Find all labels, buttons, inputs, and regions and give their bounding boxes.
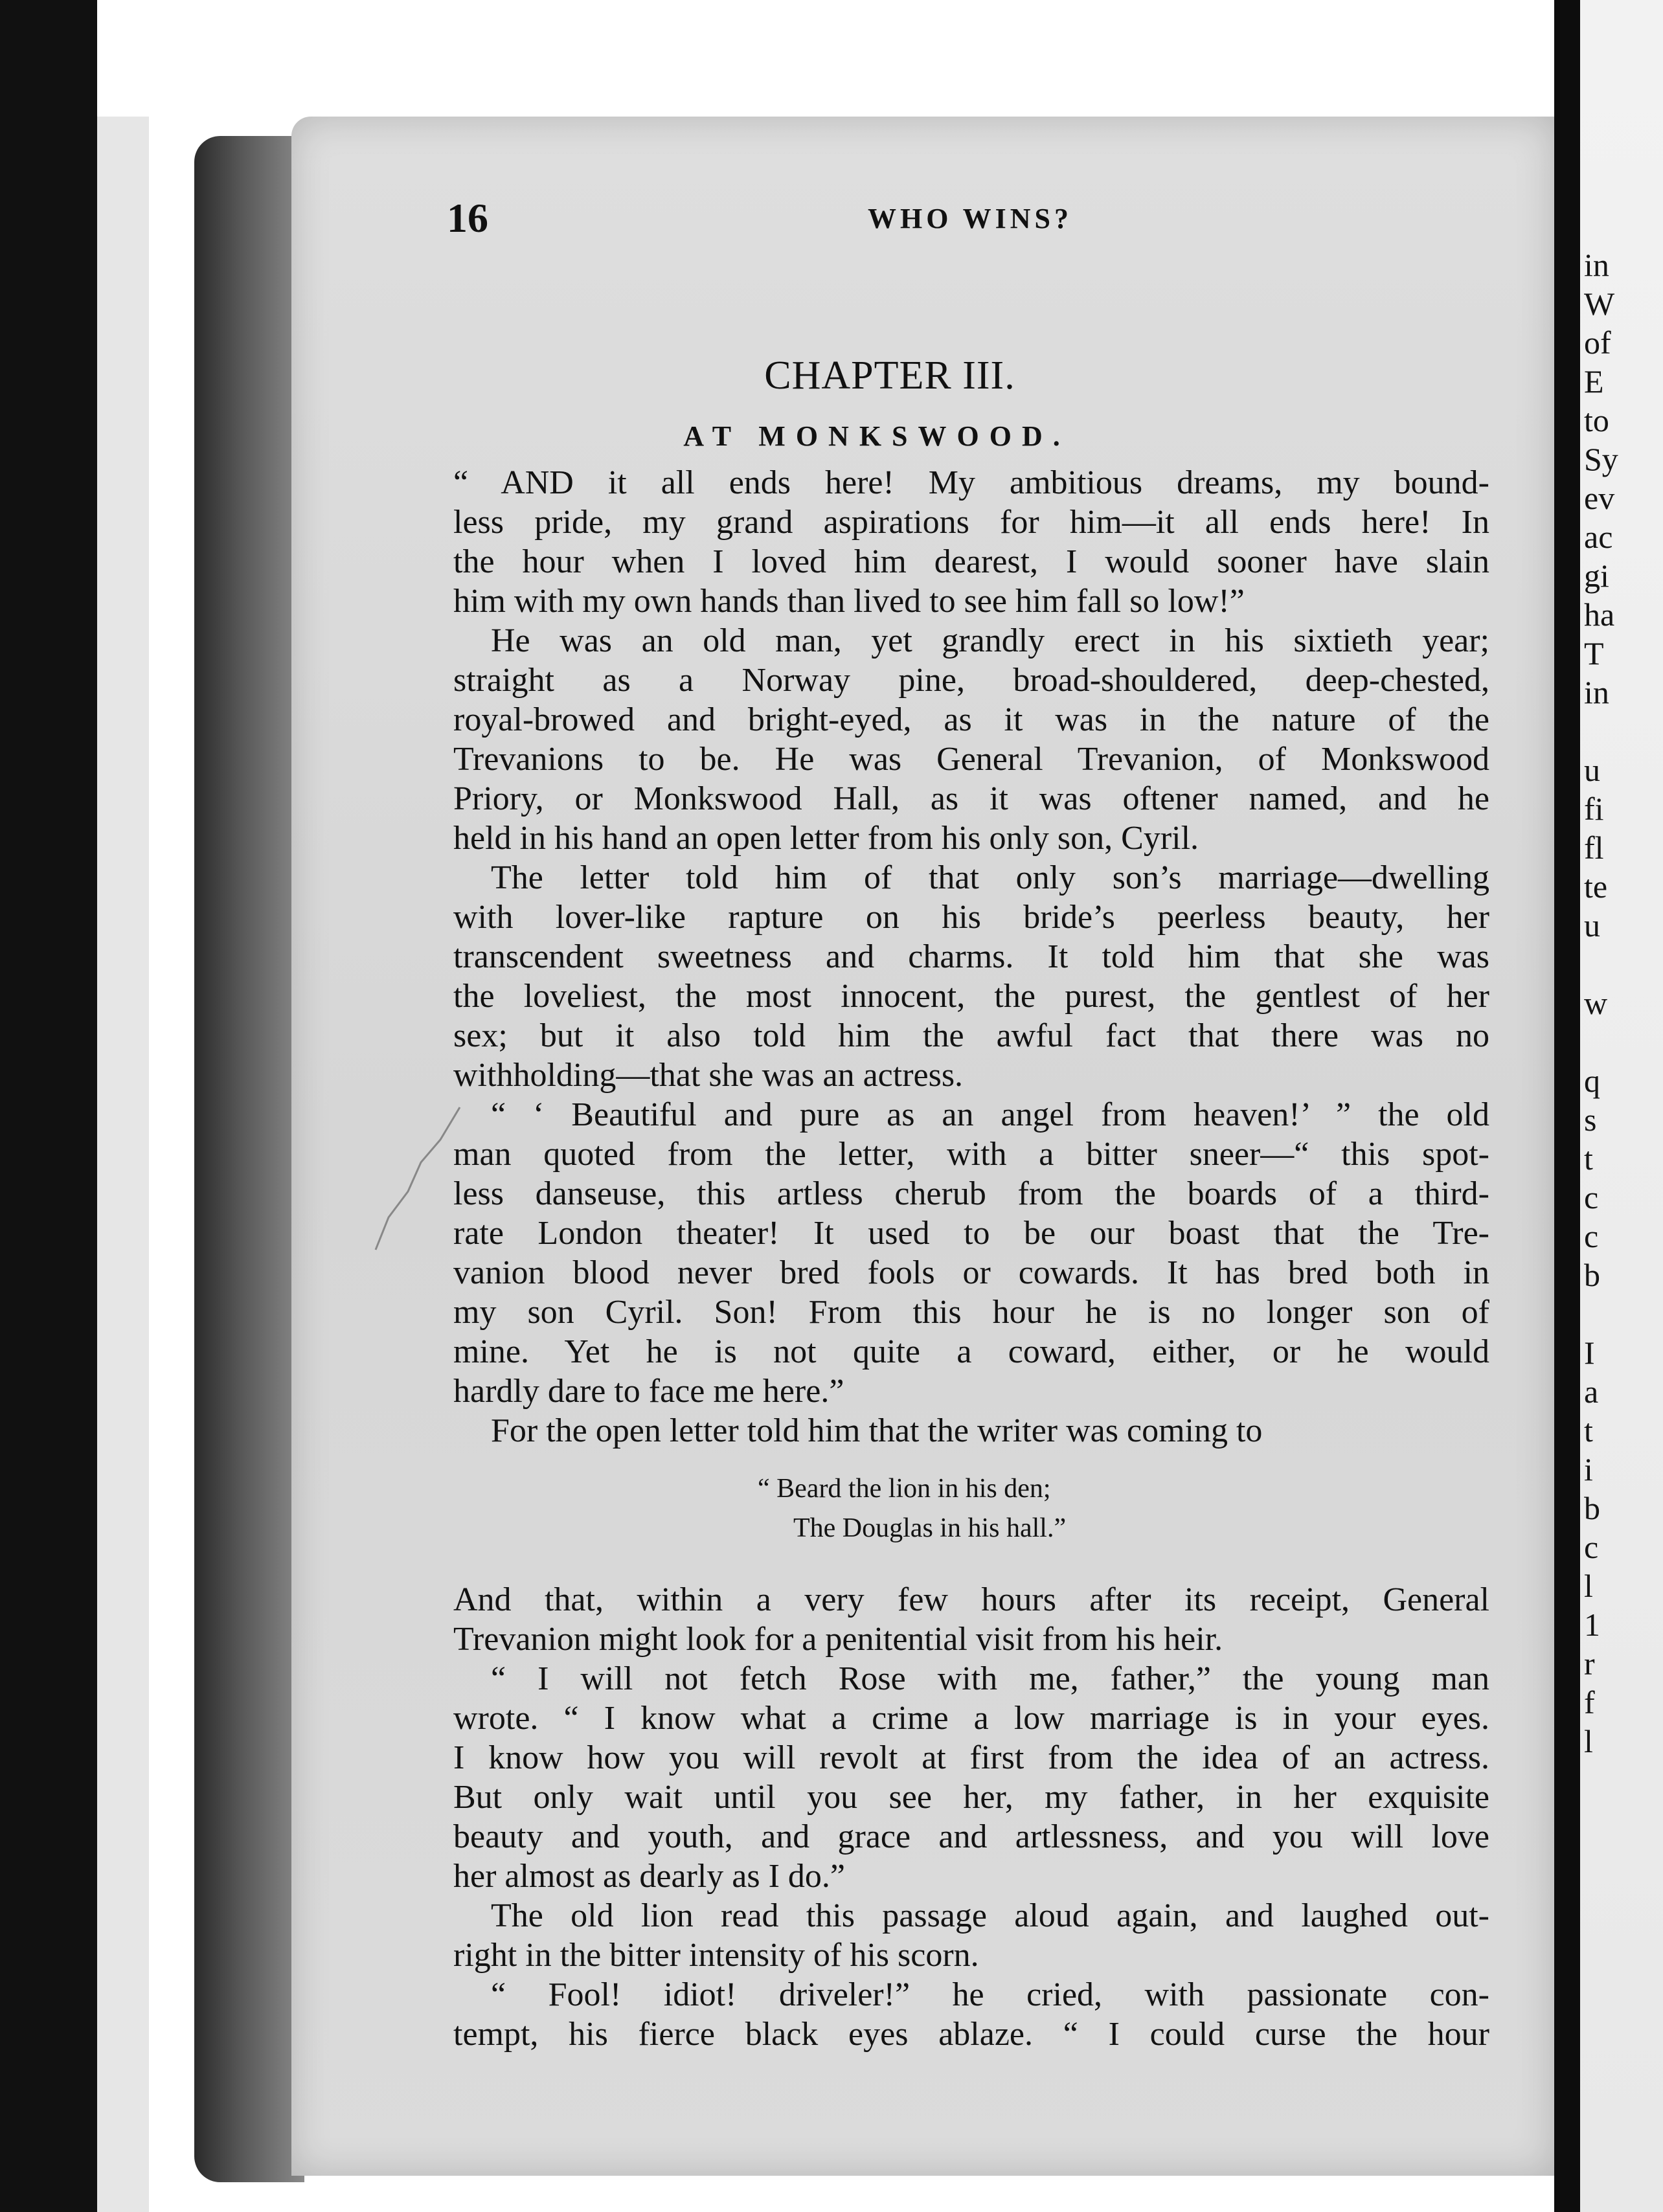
- adjacent-fragment: E: [1584, 363, 1604, 400]
- chapter-title: CHAPTER III.: [764, 354, 1015, 398]
- adjacent-fragment: l: [1584, 1568, 1593, 1604]
- page-number: 16: [447, 195, 488, 241]
- paper-crack: [363, 1101, 466, 1269]
- adjacent-fragment: l: [1584, 1723, 1593, 1759]
- text-line: hardly dare to face me here.”: [453, 1373, 844, 1410]
- chapter-subtitle: AT MONKSWOOD.: [683, 420, 1070, 452]
- adjacent-fragment: I: [1584, 1335, 1595, 1371]
- left-scan-border: [0, 0, 97, 2212]
- adjacent-fragment: Sy: [1584, 441, 1618, 477]
- adjacent-fragment: in: [1584, 247, 1609, 283]
- adjacent-fragment: u: [1584, 752, 1600, 788]
- text-line: And that, within a very few hours after its receipt, General: [453, 1581, 1489, 1618]
- adjacent-page-fragments: [1584, 246, 1618, 1761]
- adjacent-fragment: s: [1584, 1101, 1597, 1138]
- adjacent-fragment: c: [1584, 1179, 1599, 1215]
- adjacent-fragment: t: [1584, 1140, 1593, 1177]
- text-line: For the open letter told him that the writer was coming to: [491, 1412, 1263, 1449]
- adjacent-fragment: [1584, 712, 1618, 751]
- adjacent-fragment: fl: [1584, 830, 1604, 866]
- adjacent-fragment: te: [1584, 868, 1608, 905]
- text-line: The letter told him of that only son’s marriage—dwelling: [491, 859, 1489, 896]
- adjacent-fragment: [1584, 945, 1618, 984]
- text-line: man quoted from the letter, with a bitter sneer—“ this spot-: [453, 1136, 1489, 1173]
- adjacent-fragment: W: [1584, 286, 1615, 322]
- verse-line: “ Beard the lion in his den;: [758, 1474, 1051, 1504]
- adjacent-fragment: i: [1584, 1451, 1593, 1487]
- text-line: transcendent sweetness and charms. It told him that she was: [453, 938, 1489, 975]
- text-line: I know how you will revolt at first from the idea of an actress.: [453, 1739, 1489, 1776]
- text-line: “ AND it all ends here! My ambitious dreams, my bound-: [453, 464, 1489, 501]
- text-line: tempt, his fierce black eyes ablaze. “ I could curse the hour: [453, 2016, 1489, 2053]
- running-head: WHO WINS?: [868, 203, 1073, 234]
- body-text: [453, 463, 1489, 2054]
- adjacent-fragment: u: [1584, 907, 1600, 943]
- text-line: “ I will not fetch Rose with me, father,” the young man: [491, 1660, 1489, 1697]
- adjacent-fragment: ha: [1584, 596, 1615, 633]
- adjacent-fragment: a: [1584, 1373, 1599, 1410]
- text-line: rate London theater! It used to be our boast that the Tre-: [453, 1215, 1489, 1252]
- text-line: He was an old man, yet grandly erect in his sixtieth year;: [491, 622, 1489, 659]
- adjacent-fragment: to: [1584, 402, 1609, 438]
- text-line: Priory, or Monkswood Hall, as it was oftener named, and he: [453, 780, 1489, 817]
- adjacent-fragment: q: [1584, 1063, 1600, 1099]
- book-spine: [1554, 0, 1580, 2212]
- adjacent-fragment: w: [1584, 985, 1608, 1021]
- text-line: withholding—that she was an actress.: [453, 1057, 964, 1094]
- adjacent-fragment: ev: [1584, 480, 1615, 516]
- text-line: less pride, my grand aspirations for him—it all ends here! In: [453, 504, 1489, 541]
- text-line: Trevanions to be. He was General Trevanion, of Monkswood: [453, 741, 1489, 778]
- adjacent-fragment: in: [1584, 674, 1609, 710]
- text-line: But only wait until you see her, my father, in her exquisite: [453, 1779, 1489, 1816]
- text-line: “ Fool! idiot! driveler!” he cried, with passionate con-: [491, 1976, 1489, 2013]
- text-line: wrote. “ I know what a crime a low marriage is in your eyes.: [453, 1700, 1489, 1737]
- adjacent-fragment: 1: [1584, 1607, 1600, 1643]
- text-line: right in the bitter intensity of his scorn.: [453, 1937, 979, 1974]
- adjacent-fragment: of: [1584, 324, 1611, 361]
- adjacent-fragment: [1584, 1023, 1618, 1062]
- adjacent-fragment: t: [1584, 1412, 1593, 1449]
- adjacent-fragment: ac: [1584, 519, 1613, 555]
- adjacent-fragment: b: [1584, 1490, 1600, 1526]
- adjacent-fragment: c: [1584, 1218, 1599, 1254]
- text-line: the loveliest, the most innocent, the purest, the gentlest of her: [453, 978, 1489, 1015]
- adjacent-fragment: c: [1584, 1529, 1599, 1565]
- text-line: held in his hand an open letter from his only son, Cyril.: [453, 820, 1199, 857]
- text-line: mine. Yet he is not quite a coward, either, or he would: [453, 1333, 1489, 1370]
- text-line: sex; but it also told him the awful fact that there was no: [453, 1017, 1489, 1054]
- text-line: with lover-like rapture on his bride’s peerless beauty, her: [453, 899, 1489, 936]
- text-line: vanion blood never bred fools or cowards. It has bred both in: [453, 1254, 1489, 1291]
- text-line: her almost as dearly as I do.”: [453, 1858, 846, 1895]
- text-line: The old lion read this passage aloud again, and laughed out-: [491, 1897, 1489, 1934]
- text-line: Trevanion might look for a penitential visit from his heir.: [453, 1621, 1223, 1658]
- adjacent-page: [1580, 0, 1663, 2212]
- text-line: the hour when I loved him dearest, I would sooner have slain: [453, 543, 1489, 580]
- text-line: straight as a Norway pine, broad-shouldered, deep-chested,: [453, 662, 1489, 699]
- adjacent-fragment: f: [1584, 1684, 1595, 1721]
- text-line: my son Cyril. Son! From this hour he is no longer son of: [453, 1294, 1489, 1331]
- text-line: “ ‘ Beautiful and pure as an angel from heaven!’ ” the old: [491, 1096, 1489, 1133]
- adjacent-fragment: gi: [1584, 558, 1609, 594]
- text-line: beauty and youth, and grace and artlessness, and you will love: [453, 1818, 1489, 1855]
- text-line: him with my own hands than lived to see him fall so low!”: [453, 583, 1245, 620]
- adjacent-fragment: b: [1584, 1257, 1600, 1293]
- adjacent-fragment: T: [1584, 635, 1604, 672]
- text-line: less danseuse, this artless cherub from the boards of a third-: [453, 1175, 1489, 1212]
- adjacent-fragment: [1584, 1295, 1618, 1334]
- adjacent-fragment: fi: [1584, 791, 1604, 827]
- adjacent-fragment: r: [1584, 1645, 1595, 1682]
- text-line: royal-browed and bright-eyed, as it was in the nature of the: [453, 701, 1489, 738]
- verse-line: The Douglas in his hall.”: [793, 1513, 1067, 1543]
